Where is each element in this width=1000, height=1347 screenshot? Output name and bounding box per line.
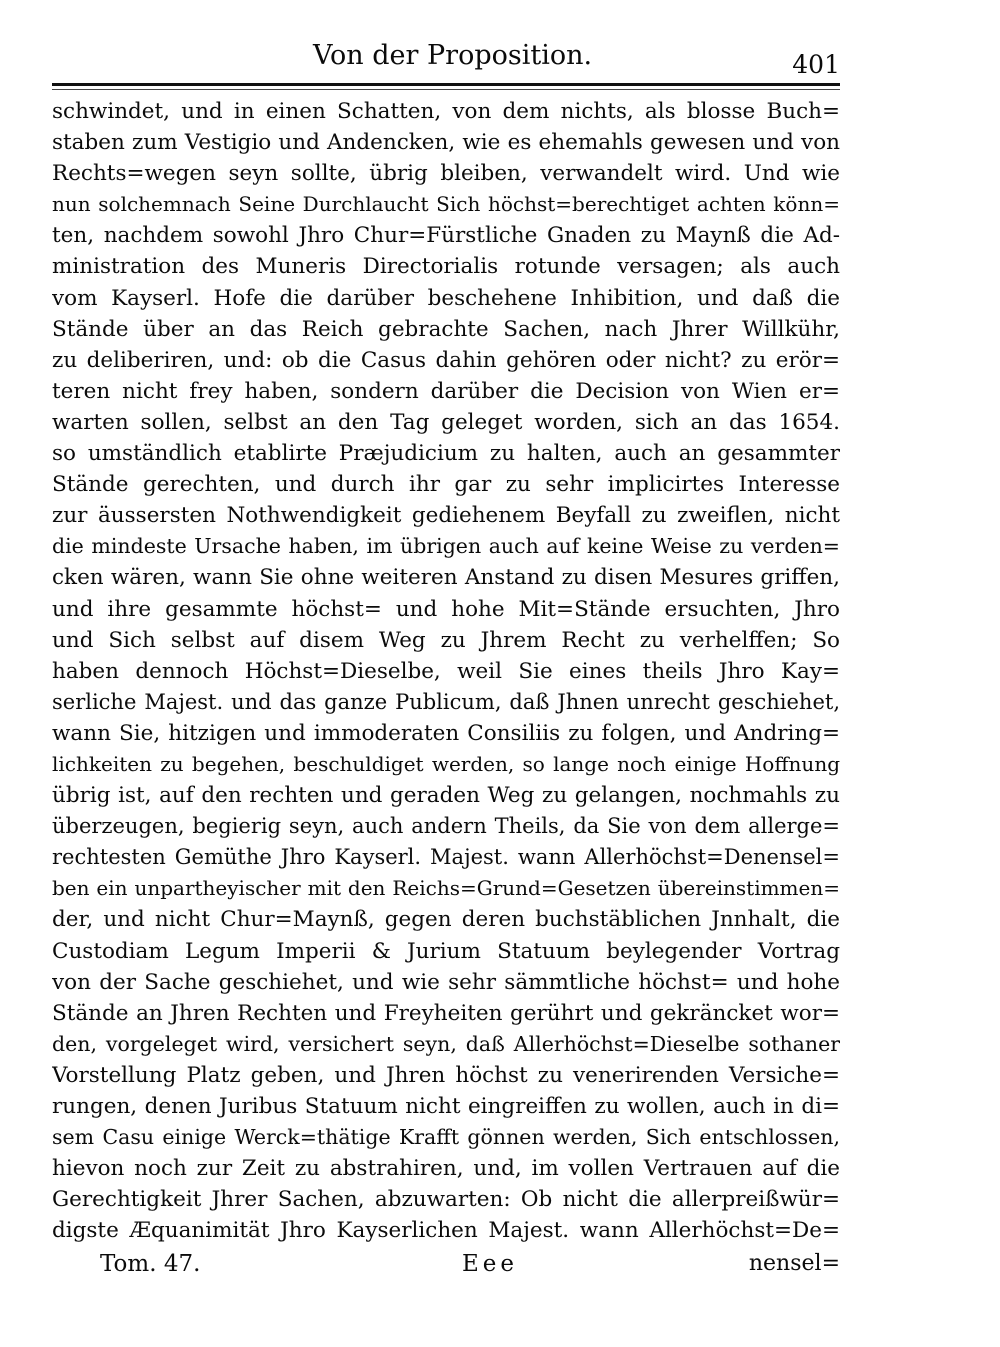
text-line: ministration des Muneris Directorialis rotunde versagen; als auch — [52, 254, 840, 280]
text-line: Stände über an das Reich gebrachte Sachen, nach Jhrer Willkühr, — [52, 316, 840, 342]
text-line: Gerechtigkeit Jhrer Sachen, abzuwarten: Ob nicht die allerpreißwür= — [52, 1187, 840, 1213]
volume-signature: Tom. 47. — [100, 1251, 201, 1277]
text-line: serliche Majest. und das ganze Publicum, daß Jhnen unrecht geschiehet, — [52, 689, 840, 714]
text-line: Rechts=wegen seyn sollte, übrig bleiben, verwandelt wird. Und wie — [52, 161, 840, 187]
text-line: nun solchemnach Seine Durchlaucht Sich höchst=berechtiget achten könn= — [52, 192, 840, 217]
header-rule — [52, 83, 840, 86]
text-line: staben zum Vestigio und Andencken, wie es ehemahls gewesen und von — [52, 130, 840, 156]
text-line: zur äussersten Nothwendigkeit gediehenem Beyfall zu zweiflen, nicht — [52, 503, 840, 529]
text-line: der, und nicht Chur=Maynß, gegen deren buchstäblichen Jnnhalt, die — [52, 907, 840, 933]
text-line: cken wären, wann Sie ohne weiteren Anstand zu disen Mesures griffen, — [52, 565, 840, 591]
text-line: warten sollen, selbst an den Tag geleget worden, sich an das 1654. — [52, 409, 840, 435]
page-number: 401 — [792, 50, 840, 79]
text-line: von der Sache geschiehet, und wie sehr sämmtliche höchst= und hohe — [52, 969, 840, 995]
text-line: Stände gerechten, und durch ihr gar zu sehr implicirtes Interesse — [52, 472, 840, 498]
running-head-title: Von der Proposition. — [313, 40, 593, 71]
page-footer — [52, 1251, 840, 1291]
text-line: Stände an Jhren Rechten und Freyheiten gerührt und gekräncket wor= — [52, 1000, 840, 1026]
text-line: den, vorgeleget wird, versichert seyn, daß Allerhöchst=Dieselbe sothaner — [52, 1031, 840, 1056]
text-line: und ihre gesammte höchst= und hohe Mit=Stände ersuchten, Jhro — [52, 596, 840, 622]
text-line: und Sich selbst auf disem Weg zu Jhrem Recht zu verhelffen; So — [52, 627, 840, 653]
text-line: digste Æquanimität Jhro Kayserlichen Majest. wann Allerhöchst=De= — [52, 1218, 840, 1244]
text-line: lichkeiten zu begehen, beschuldiget werden, so lange noch einige Hoffnung — [52, 751, 840, 776]
text-line: so umständlich etablirte Præjudicium zu halten, auch an gesammter — [52, 441, 840, 467]
text-line: teren nicht frey haben, sondern darüber die Decision von Wien er= — [52, 378, 840, 404]
text-line: wann Sie, hitzigen und immoderaten Consiliis zu folgen, und Andring= — [52, 720, 840, 746]
text-line: schwindet, und in einen Schatten, von dem nichts, als blosse Buch= — [52, 99, 840, 124]
text-line: vom Kayserl. Hofe die darüber beschehene Inhibition, und daß die — [52, 285, 840, 311]
text-line: zu deliberiren, und: ob die Casus dahin gehören oder nicht? zu erör= — [52, 347, 840, 373]
text-line: hievon noch zur Zeit zu abstrahiren, und, im vollen Vertrauen auf die — [52, 1156, 840, 1182]
text-line: rungen, denen Juribus Statuum nicht eingreiffen zu wollen, auch in di= — [52, 1094, 840, 1119]
header-rule-thin — [52, 89, 840, 90]
text-line: sem Casu einige Werck=thätige Krafft gönnen werden, Sich entschlossen, — [52, 1125, 840, 1150]
text-line: ben ein unpartheyischer mit den Reichs=Grund=Gesetzen übereinstimmen= — [52, 876, 840, 901]
running-head — [50, 30, 840, 80]
text-line: haben dennoch Höchst=Dieselbe, weil Sie eines theils Jhro Kay= — [52, 658, 840, 684]
text-line: Vorstellung Platz geben, und Jhren höchst zu venerirenden Versiche= — [52, 1062, 840, 1088]
text-line: die mindeste Ursache haben, im übrigen auch auf keine Weise zu verden= — [52, 534, 840, 559]
catchword: nensel= — [748, 1251, 840, 1276]
text-line: Custodiam Legum Imperii & Jurium Statuum beylegender Vortrag — [52, 938, 840, 964]
text-line: übrig ist, auf den rechten und geraden Weg zu gelangen, nochmahls zu — [52, 783, 840, 809]
text-line: rechtesten Gemüthe Jhro Kayserl. Majest. wann Allerhöchst=Denensel= — [52, 845, 840, 870]
gathering-signature: Eee — [462, 1251, 519, 1277]
text-line: überzeugen, begierig seyn, auch andern Theils, da Sie von dem allerge= — [52, 814, 840, 839]
body-text — [52, 96, 840, 1246]
text-line: ten, nachdem sowohl Jhro Chur=Fürstliche Gnaden zu Maynß die Ad- — [52, 223, 840, 249]
